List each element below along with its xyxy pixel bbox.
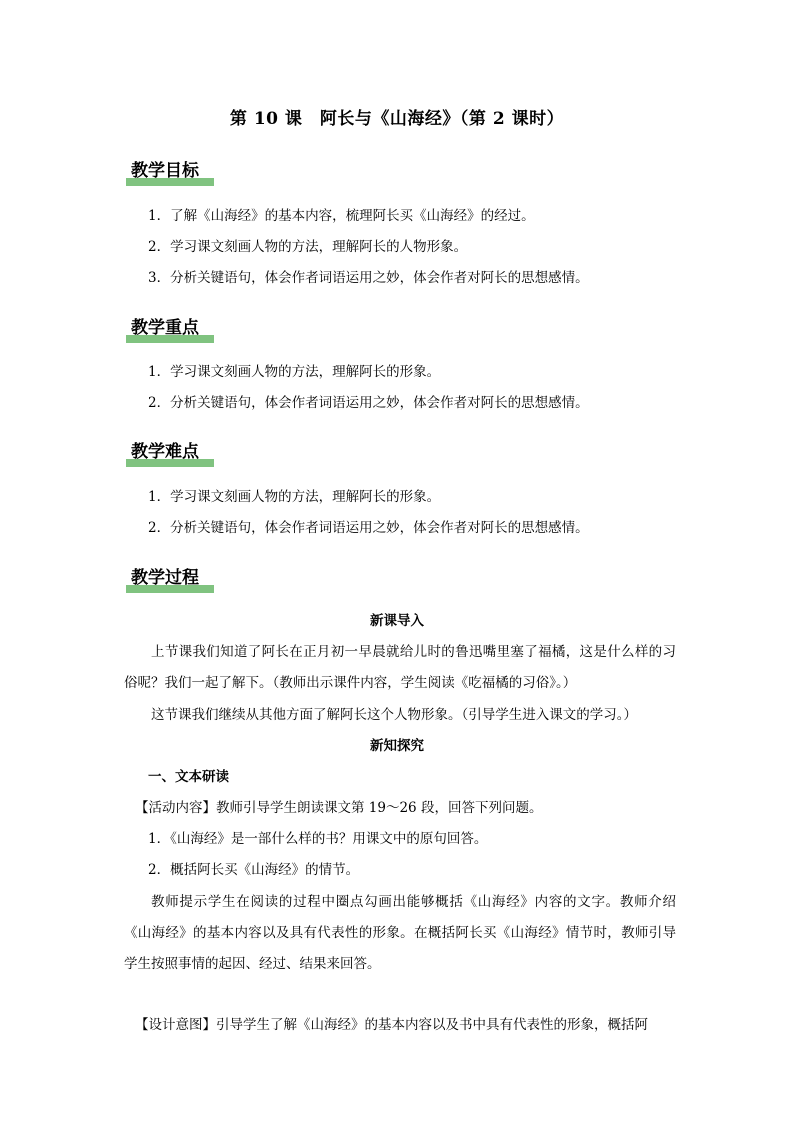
question-item: 2．概括阿长买《山海经》的情节。: [148, 862, 360, 878]
difficulty-item: 2．分析关键语句，体会作者词语运用之妙，体会作者对阿长的思想感情。: [148, 520, 589, 536]
objective-item: 3．分析关键语句，体会作者词语运用之妙，体会作者对阿长的思想感情。: [148, 270, 589, 286]
key-point-item: 2．分析关键语句，体会作者词语运用之妙，体会作者对阿长的思想感情。: [148, 395, 589, 411]
teacher-hint-paragraph: 教师提示学生在阅读的过程中圈点勾画出能够概括《山海经》内容的文字。教师介绍《山海经》的基本内容以及具有代表性的形象。在概括阿长买《山海经》情节时，教师引导学生按照事情的起因、经过、结果来回答。: [124, 894, 676, 972]
document-title: 第 10 课 阿长与《山海经》（第 2 课时）: [229, 109, 565, 129]
question-item: 1．《山海经》是一部什么样的书？用课文中的原句回答。: [148, 831, 488, 847]
key-point-item: 1．学习课文刻画人物的方法，理解阿长的形象。: [148, 364, 441, 380]
design-intent: 【设计意图】引导学生了解《山海经》的基本内容以及书中具有代表性的形象，概括阿: [135, 1017, 648, 1033]
activity-content: 【活动内容】教师引导学生朗读课文第 19～26 段，回答下列问题。: [135, 800, 543, 816]
section-heading-process: 教学过程: [126, 565, 199, 593]
objective-item: 2．学习课文刻画人物的方法，理解阿长的人物形象。: [148, 239, 468, 255]
intro-paragraph: 上节课我们知道了阿长在正月初一早晨就给儿时的鲁迅嘴里塞了福橘，这是什么样的习俗呢？我们一起了解下。（教师出示课件内容，学生阅读《吃福橘的习俗》。）: [124, 644, 676, 691]
subheading-explore: 新知探究: [370, 738, 424, 754]
subheading-intro: 新课导入: [370, 613, 424, 629]
section-heading-key-points: 教学重点: [126, 315, 199, 343]
objective-item: 1．了解《山海经》的基本内容，梳理阿长买《山海经》的经过。: [148, 208, 535, 224]
part-title: 一、文本研读: [148, 769, 229, 785]
difficulty-item: 1．学习课文刻画人物的方法，理解阿长的形象。: [148, 489, 441, 505]
section-heading-objectives: 教学目标: [126, 158, 199, 186]
section-heading-difficulties: 教学难点: [126, 439, 199, 467]
intro-paragraph: 这节课我们继续从其他方面了解阿长这个人物形象。（引导学生进入课文的学习。）: [151, 707, 637, 723]
